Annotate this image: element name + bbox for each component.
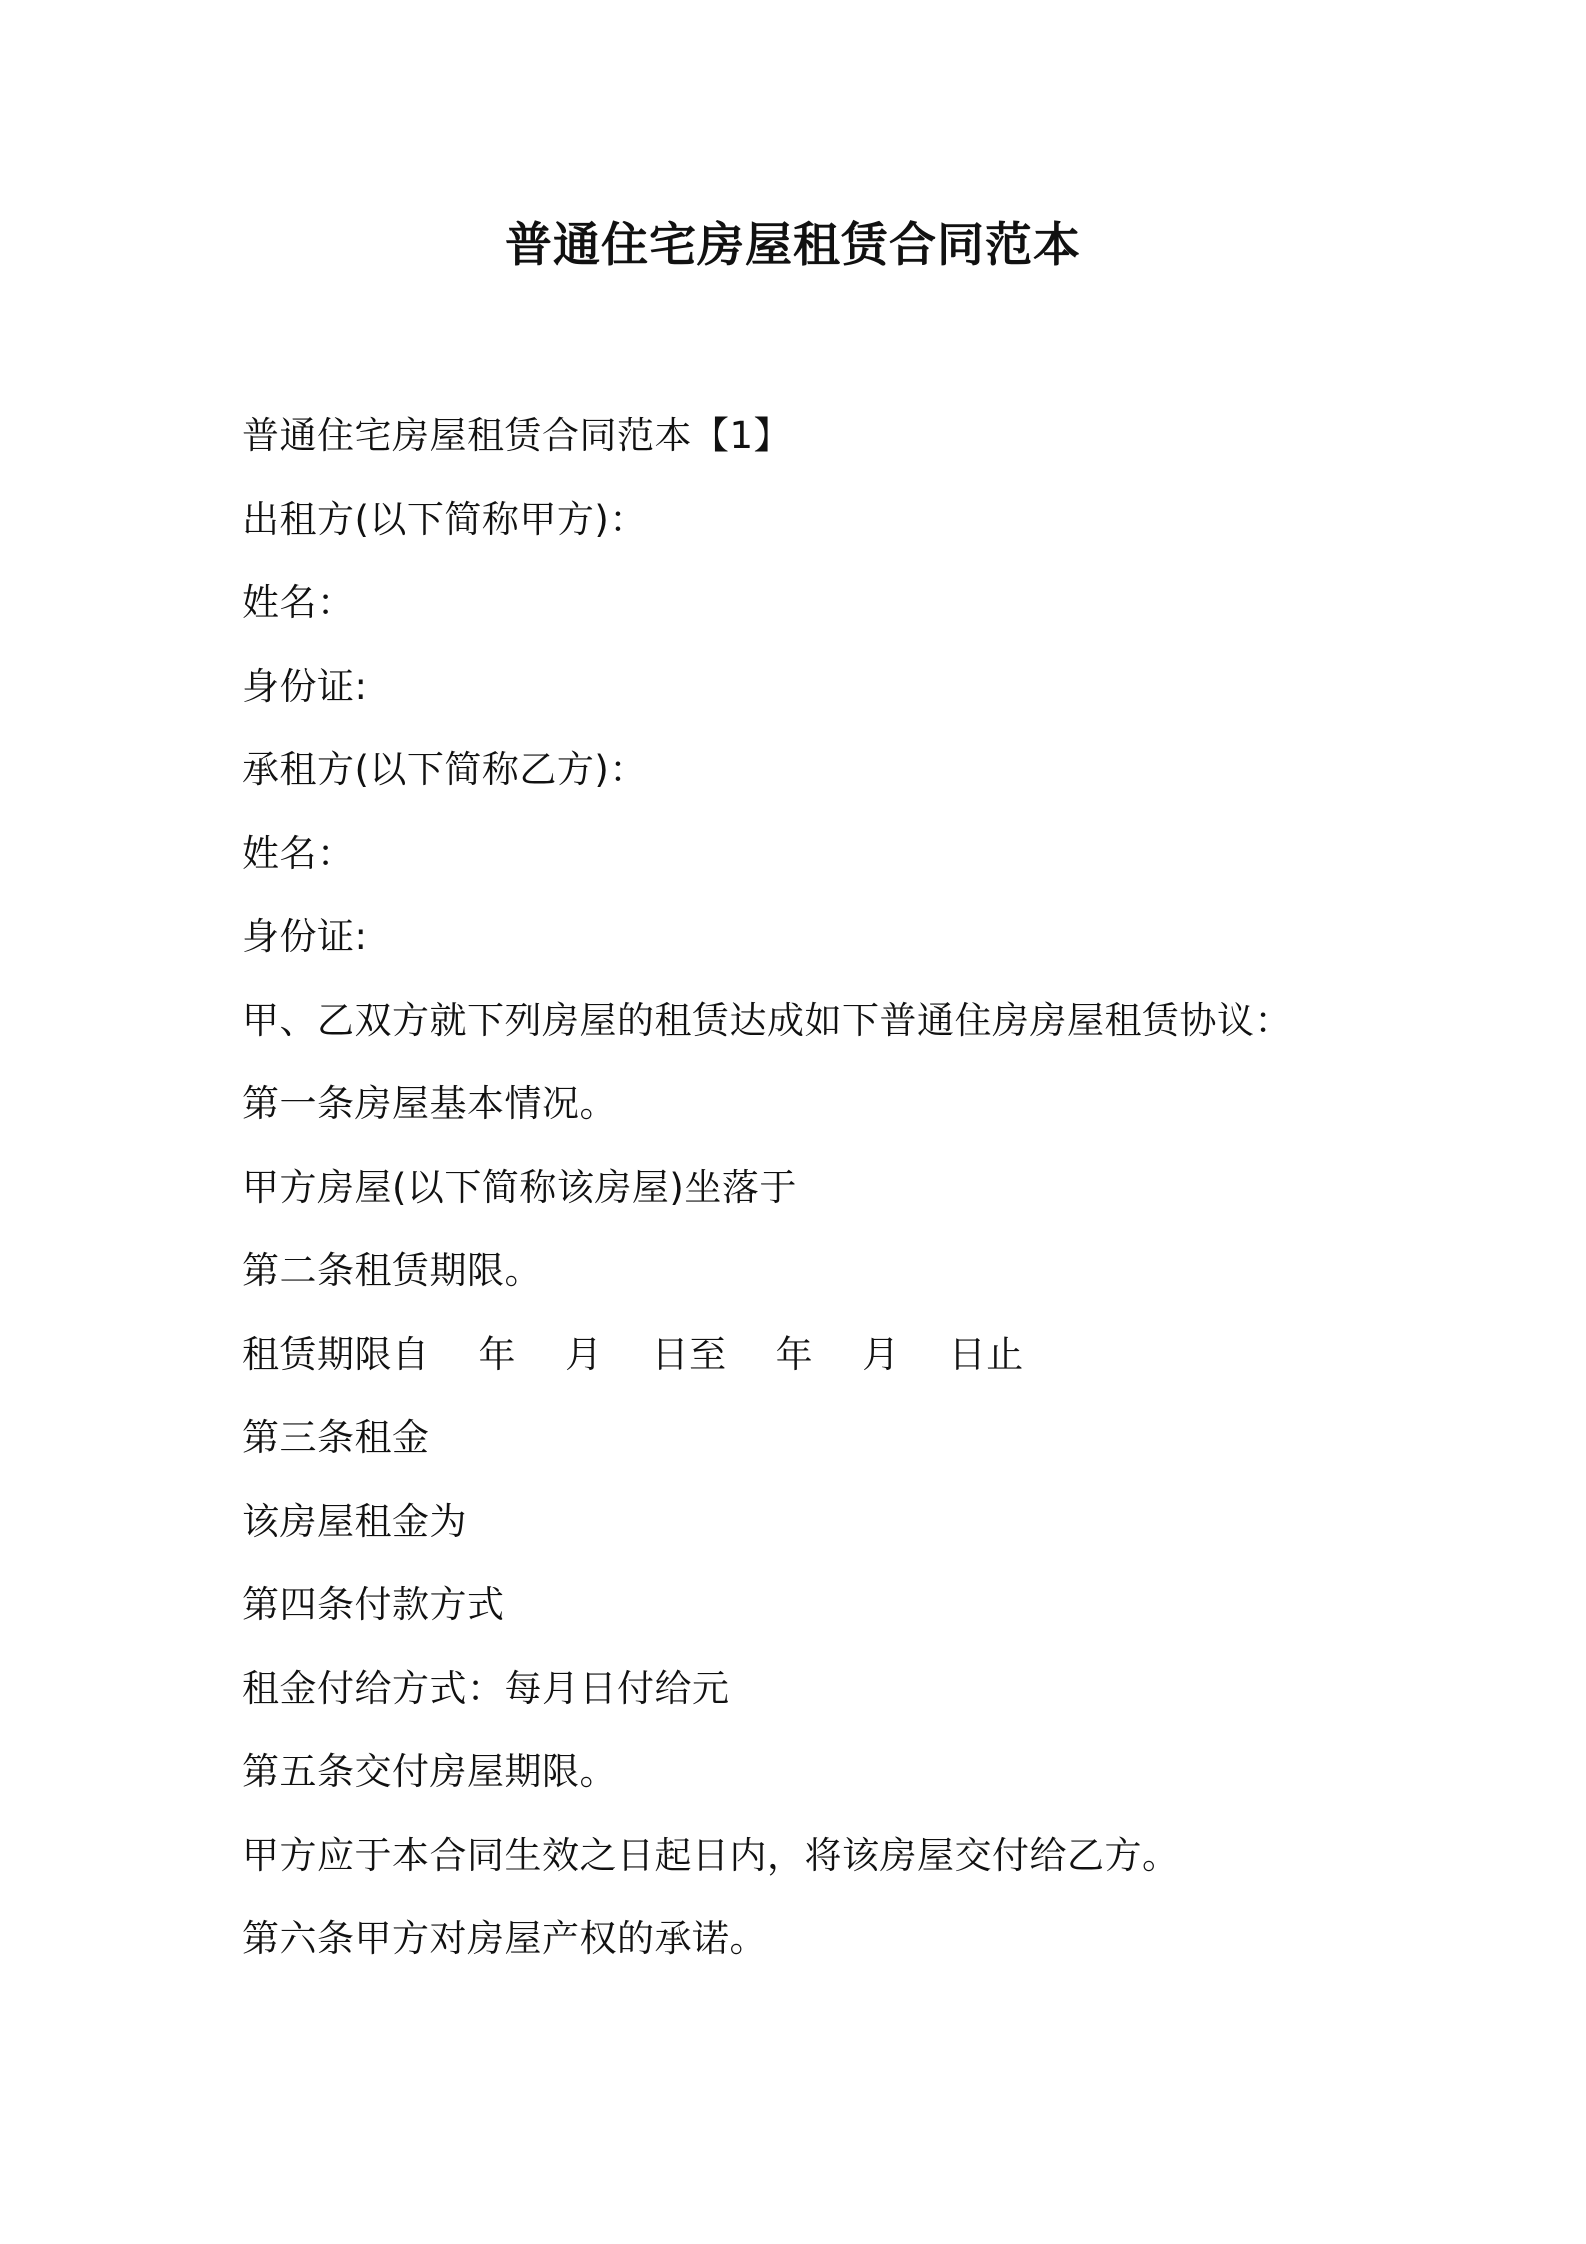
delivery-term-line: 甲方应于本合同生效之日起日内，将该房屋交付给乙方。 — [242, 1833, 1180, 1877]
lessor-line: 出租方(以下简称甲方)： — [242, 497, 647, 541]
article-5-heading: 第五条交付房屋期限。 — [242, 1750, 617, 1793]
document-body — [242, 406, 1492, 1993]
lessor-id-line: 身份证: — [242, 664, 368, 708]
property-location-line: 甲方房屋(以下简称该房屋)坐落于 — [242, 1165, 797, 1209]
agreement-intro-line: 甲、乙双方就下列房屋的租赁达成如下普通住房房屋租赁协议： — [242, 998, 1292, 1042]
lessee-line: 承租方(以下简称乙方)： — [242, 748, 647, 791]
article-6-heading: 第六条甲方对房屋产权的承诺。 — [242, 1917, 767, 1960]
article-4-heading: 第四条付款方式 — [242, 1583, 505, 1626]
lease-term-line: 租赁期限自 年 月 日至 年 月 日止 — [242, 1332, 1024, 1376]
article-3-heading: 第三条租金 — [242, 1416, 430, 1459]
lessee-name-line: 姓名： — [242, 831, 355, 875]
contract-heading-line: 普通住宅房屋租赁合同范本【1】 — [242, 414, 792, 457]
rent-amount-line: 该房屋租金为 — [242, 1499, 467, 1543]
article-2-heading: 第二条租赁期限。 — [242, 1249, 542, 1292]
article-1-heading: 第一条房屋基本情况。 — [242, 1082, 617, 1125]
document-title: 普通住宅房屋租赁合同范本 — [505, 218, 1081, 273]
payment-method-line: 租金付给方式：每月日付给元 — [242, 1666, 730, 1710]
lessee-id-line: 身份证: — [242, 915, 368, 958]
lessor-name-line: 姓名： — [242, 581, 355, 624]
